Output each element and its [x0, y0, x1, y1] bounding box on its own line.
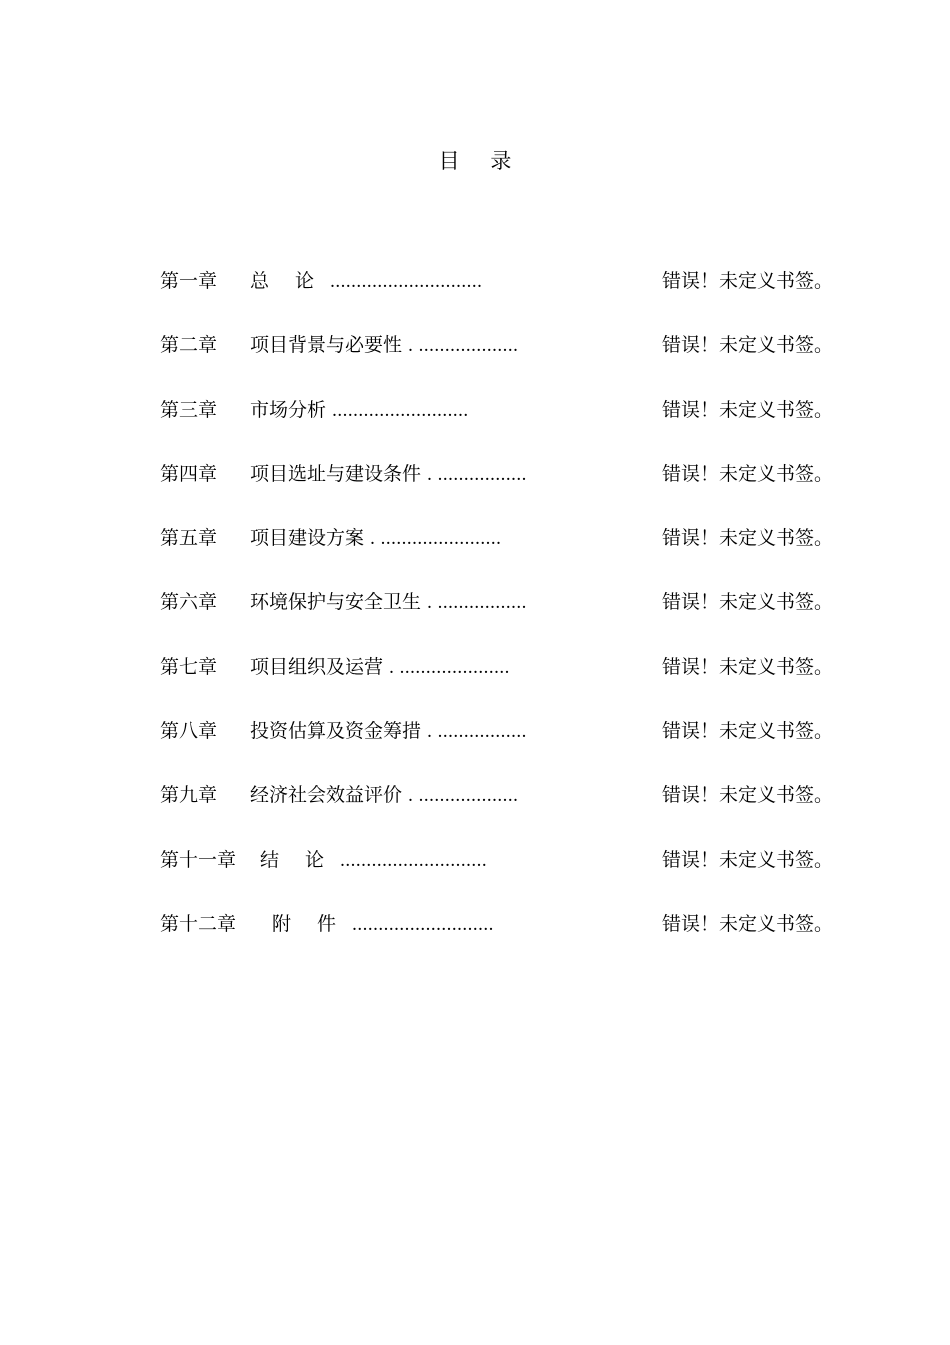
toc-chapter-title: 项目建设方案 [250, 527, 365, 550]
toc-entry-text [250, 652, 510, 683]
toc-page-reference: 错误！未定义书签。 [662, 912, 834, 935]
toc-entry-chapter-1[interactable] [160, 266, 850, 330]
toc-chapter-number: 第一章 [160, 270, 218, 292]
toc-chapter-title: 经济社会效益评价 [250, 784, 403, 807]
toc-entry-chapter-12[interactable] [160, 909, 850, 973]
toc-chapter-number: 第十一章 [160, 848, 237, 871]
toc-page-reference: 错误！未定义书签。 [662, 270, 834, 292]
toc-leader-dots: . ................. [427, 721, 527, 743]
toc-entry-chapter-9[interactable] [160, 780, 850, 844]
toc-entry-text [260, 845, 487, 876]
toc-entry-chapter-3[interactable] [160, 395, 850, 459]
toc-chapter-title: 结 论 [260, 848, 335, 871]
toc-page-reference: 错误！未定义书签。 [662, 527, 834, 550]
toc-page-reference: 错误！未定义书签。 [662, 720, 834, 743]
toc-entry-text [250, 395, 469, 426]
toc-entry-text [272, 909, 494, 940]
toc-entry-chapter-5[interactable] [160, 523, 850, 587]
toc-chapter-number: 第五章 [160, 527, 218, 550]
toc-chapter-number: 第四章 [160, 462, 218, 485]
toc-chapter-title: 项目选址与建设条件 [250, 462, 422, 485]
toc-chapter-title: 投资估算及资金筹措 [250, 720, 422, 743]
toc-entry-text [250, 780, 518, 811]
toc-leader-dots: . ....................... [370, 528, 502, 550]
toc-chapter-title: 市场分析 [250, 398, 327, 421]
toc-chapter-title: 项目背景与必要性 [250, 334, 403, 357]
toc-leader-dots: . ................. [427, 463, 527, 485]
toc-entry-text [250, 266, 482, 297]
toc-page-reference: 错误！未定义书签。 [662, 784, 834, 807]
toc-page-reference: 错误！未定义书签。 [662, 848, 834, 871]
toc-entry-text [250, 459, 527, 490]
toc-chapter-title: 环境保护与安全卫生 [250, 591, 422, 614]
toc-page-reference: 错误！未定义书签。 [662, 462, 834, 485]
toc-entry-chapter-2[interactable] [160, 330, 850, 394]
toc-chapter-number: 第六章 [160, 591, 218, 614]
toc-page-reference: 错误！未定义书签。 [662, 334, 834, 357]
toc-chapter-number: 第三章 [160, 398, 218, 421]
toc-leader-dots: .......................... [332, 399, 469, 421]
toc-chapter-number: 第二章 [160, 334, 218, 357]
toc-page-reference: 错误！未定义书签。 [662, 655, 834, 678]
toc-leader-dots: . ................. [427, 592, 527, 614]
toc-chapter-number: 第八章 [160, 720, 218, 743]
toc-leader-dots: ............................. [330, 271, 483, 292]
toc-chapter-title: 总 论 [250, 270, 325, 292]
page-title: 目 录 [438, 149, 524, 173]
toc-chapter-number: 第七章 [160, 655, 218, 678]
toc-entry-text [250, 330, 518, 361]
toc-chapter-title: 附 件 [272, 912, 347, 935]
toc-entry-text [250, 587, 527, 618]
toc-entry-chapter-4[interactable] [160, 459, 850, 523]
toc-page-reference: 错误！未定义书签。 [662, 398, 834, 421]
toc-entry-chapter-11[interactable] [160, 845, 850, 909]
toc-chapter-title: 项目组织及运营 [250, 655, 384, 678]
table-of-contents [160, 266, 850, 973]
toc-chapter-number: 第十二章 [160, 912, 237, 935]
toc-page-reference: 错误！未定义书签。 [662, 591, 834, 614]
toc-leader-dots: . ................... [408, 785, 519, 807]
toc-entry-chapter-7[interactable] [160, 652, 850, 716]
toc-entry-text [250, 523, 501, 554]
toc-entry-chapter-6[interactable] [160, 587, 850, 651]
toc-leader-dots: . ..................... [389, 656, 510, 678]
toc-chapter-number: 第九章 [160, 784, 218, 807]
toc-entry-text [250, 716, 527, 747]
toc-leader-dots: ........................... [352, 913, 494, 935]
toc-leader-dots: . ................... [408, 335, 519, 357]
toc-entry-chapter-8[interactable] [160, 716, 850, 780]
toc-leader-dots: ............................ [340, 849, 488, 871]
